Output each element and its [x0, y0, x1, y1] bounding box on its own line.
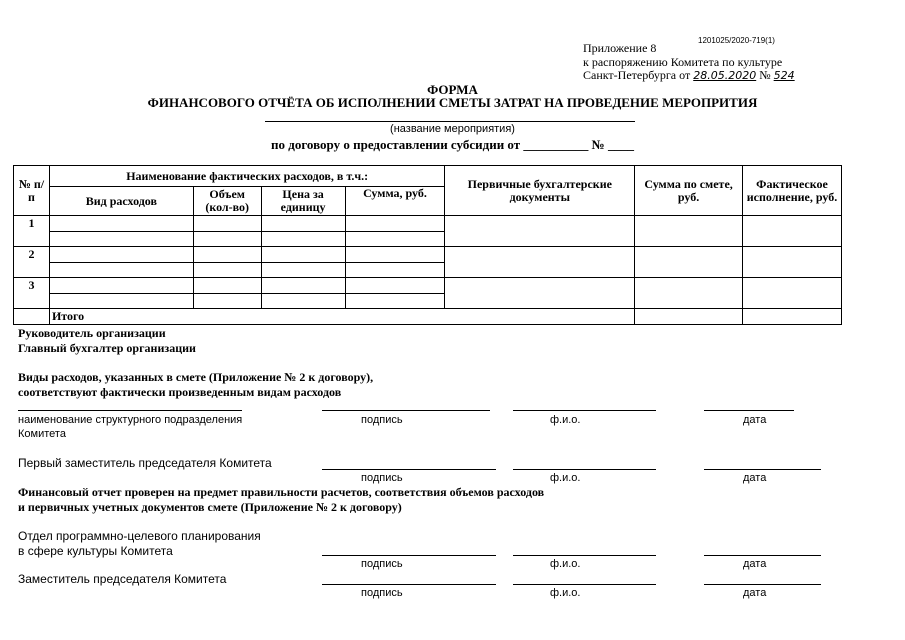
handwritten-date: 28.05.2020 [693, 69, 757, 82]
header-sum: Сумма, руб. [345, 187, 445, 216]
program-dept-label-line1: Отдел программно-целевого планирования [18, 529, 261, 543]
check-statement-line2: и первичных учетных документов смете (Приложение № 2 к договору) [18, 500, 402, 514]
order-date-line [583, 68, 795, 83]
header-volume: Объем (кол-во) [193, 187, 261, 216]
signature-line [322, 469, 496, 470]
document-code: 1201025/2020-719(1) [698, 36, 775, 45]
table-cell [345, 216, 445, 232]
form-title: ФОРМА [427, 82, 478, 97]
fio-line [513, 584, 656, 585]
table-cell [261, 232, 345, 247]
table-cell [261, 216, 345, 232]
date-line [704, 584, 821, 585]
org-head-label: Руководитель организации [18, 326, 166, 340]
date-line [704, 555, 821, 556]
date-caption: дата [743, 414, 767, 426]
table-cell [49, 263, 193, 278]
table-cell [345, 232, 445, 247]
dept-name-caption-line2: Комитета [18, 428, 66, 440]
row-number: 1 [14, 216, 50, 247]
total-actual-cell [742, 309, 841, 325]
table-cell [445, 216, 635, 247]
header-expenses-group: Наименование фактических расходов, в т.ч.: [49, 166, 444, 187]
table-cell [345, 247, 445, 263]
signature-caption: подпись [361, 472, 403, 484]
form-subtitle: ФИНАНСОВОГО ОТЧЁТА ОБ ИСПОЛНЕНИИ СМЕТЫ ЗАТРАТ НА ПРОВЕДЕНИЕ МЕРОПРИТИЯ [147, 95, 758, 110]
signature-caption: подпись [361, 587, 403, 599]
date-line [704, 410, 794, 411]
expenses-statement-line2: соответствуют фактически произведенным видам расходов [18, 385, 342, 399]
handwritten-number: 524 [773, 69, 795, 82]
signature-caption: подпись [361, 414, 403, 426]
dept-name-caption-line1: наименование структурного подразделения [18, 414, 243, 426]
expenses-statement-line1: Виды расходов, указанных в смете (Приложение № 2 к договору), [18, 370, 374, 384]
header-unit-price: Цена за единицу [261, 187, 345, 216]
table-cell [345, 263, 445, 278]
table-cell [635, 216, 743, 247]
fio-line [513, 410, 656, 411]
header-actual-sum: Фактическое исполнение, руб. [742, 166, 841, 216]
table-cell [261, 263, 345, 278]
event-name-caption: (название мероприятия) [390, 123, 515, 135]
date-line [704, 469, 821, 470]
table-cell [49, 232, 193, 247]
table-cell [742, 278, 841, 309]
appendix-label: Приложение 8 [583, 41, 657, 55]
table-cell [261, 278, 345, 294]
table-cell [261, 247, 345, 263]
table-cell [49, 294, 193, 309]
expense-report-table [13, 165, 842, 325]
row-number: 3 [14, 278, 50, 309]
order-reference: к распоряжению Комитета по культуре [583, 55, 783, 69]
table-cell [49, 247, 193, 263]
signature-line [322, 410, 490, 411]
table-cell [345, 294, 445, 309]
fio-caption: ф.и.о. [550, 472, 581, 484]
header-expense-type: Вид расходов [49, 187, 193, 216]
table-cell [635, 278, 743, 309]
total-estimate-cell [635, 309, 743, 325]
table-cell [49, 278, 193, 294]
date-caption: дата [743, 472, 767, 484]
signature-line [322, 555, 496, 556]
table-cell [635, 247, 743, 278]
chief-accountant-label: Главный бухгалтер организации [18, 341, 196, 355]
table-cell [193, 232, 261, 247]
date-caption: дата [743, 587, 767, 599]
contract-line: по договору о предоставлении субсидии от __________ № ____ [271, 137, 634, 152]
fio-caption: ф.и.о. [550, 587, 581, 599]
signature-caption: подпись [361, 558, 403, 570]
fio-line [513, 555, 656, 556]
table-cell [445, 247, 635, 278]
event-name-line [265, 121, 635, 122]
number-sign: № [759, 68, 771, 82]
program-dept-label-line2: в сфере культуры Комитета [18, 544, 173, 558]
city-prefix: Санкт-Петербурга от [583, 68, 691, 82]
fio-caption: ф.и.о. [550, 558, 581, 570]
table-cell [193, 216, 261, 232]
table-cell [742, 247, 841, 278]
table-cell [193, 247, 261, 263]
total-label: Итого [49, 309, 634, 325]
header-number: № п/п [14, 166, 50, 216]
table-cell [14, 309, 50, 325]
table-cell [193, 263, 261, 278]
table-cell [49, 216, 193, 232]
header-primary-docs: Первичные бухгалтерские документы [445, 166, 635, 216]
header-estimate-sum: Сумма по смете, руб. [635, 166, 743, 216]
table-cell [742, 216, 841, 247]
check-statement-line1: Финансовый отчет проверен на предмет правильности расчетов, соответствия объемов расходов [18, 485, 545, 499]
date-caption: дата [743, 558, 767, 570]
signature-line [322, 584, 496, 585]
table-cell [345, 278, 445, 294]
table-cell [193, 294, 261, 309]
table-cell [261, 294, 345, 309]
deputy-label: Заместитель председателя Комитета [18, 572, 227, 586]
row-number: 2 [14, 247, 50, 278]
fio-line [513, 469, 656, 470]
fio-caption: ф.и.о. [550, 414, 581, 426]
first-deputy-label: Первый заместитель председателя Комитета [18, 456, 272, 470]
table-cell [445, 278, 635, 309]
dept-name-line [18, 410, 242, 411]
table-cell [193, 278, 261, 294]
